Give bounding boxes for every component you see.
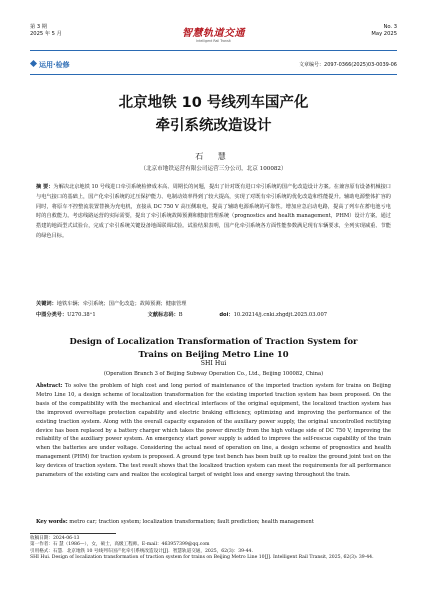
journal-logo-en: Intelligent Rail Transit	[196, 39, 231, 43]
keywords-en	[36, 518, 391, 526]
title-en	[30, 335, 397, 361]
section-row	[30, 60, 397, 72]
doi-label: doi：	[219, 312, 234, 318]
section-label: 运用·检修	[39, 61, 70, 69]
issue-number-cn: 第 3 期	[30, 24, 47, 30]
author-cn: 石 慧	[195, 152, 232, 161]
footnote-citation-cn: 引用格式：石慧．北京地铁 10 号线列车国产化牵引系统改造设计[J]．智慧轨道交通，2025，62(3)：39-44.	[30, 548, 253, 554]
issue-date-cn: 2025 年 5 月	[30, 31, 62, 37]
doi	[219, 311, 327, 319]
running-header	[30, 24, 397, 46]
journal-logo	[30, 24, 397, 43]
abstract-cn-label: 摘 要：	[36, 184, 54, 190]
section-divider	[30, 74, 397, 75]
keywords-cn-label: 关键词：	[36, 301, 57, 307]
title-en-line-2: Trains on Beijing Metro Line 10	[138, 349, 289, 359]
abstract-en-text: To solve the problem of high cost and long period of maintenance of the imported traction system for trains on Beijing Metro Line 10, a design scheme of localization transformation for the existing imported traction system has been proposed. On the basis of the compatibility with the mechanical and electrical interfaces of the original equipment, the localized traction system has the improved overvoltage protection capability and electric braking efficiency, optimizing and improving the performance of the existing traction system. Along with the overall capacity expansion of the auxiliary power supply, the original uncontrolled rectifying device has been replaced by a battery charger which takes the power directly from the high voltage side of DC 750 V, improving the reliability of the auxiliary power system. An emergency start power supply is added to improve the self-rescue capability of the train when the batteries are under voltage. Considering the actual need of operation on line, a design scheme of prognostics and health management (PHM) for traction system is proposed. A ground type test bench has been built up to realize the ground joint test on the key devices of traction system. The test result shows that the localized traction system can meet the requirements for all performance parameters of the existing cars and realize the ecological target of weight loss and energy saving throughout the train.	[36, 383, 391, 479]
section-tag	[30, 60, 70, 70]
clc-code	[36, 311, 146, 319]
abstract-cn	[36, 183, 391, 242]
classification-row	[36, 311, 391, 319]
affiliation-en: (Operation Branch 3 of Beijing Subway Operation Co., Ltd., Beijing 100082, China)	[103, 371, 324, 377]
abstract-en	[36, 382, 391, 480]
footnotes	[30, 536, 397, 562]
footnote-divider	[30, 533, 116, 534]
author-en: SHI Hui	[200, 360, 227, 367]
footnote-received: 收稿日期：2024-06-13	[30, 536, 80, 541]
doi-value: 10.20214/j.cnki.zhgdjt.2025.03.007	[233, 312, 328, 318]
issue-date-en: May 2025	[371, 31, 397, 37]
article-number: 文章编号：2097-0366(2025)03-0039-06	[299, 62, 397, 68]
keywords-en-text: metro car; traction system; localization transformation; fault prediction; health management	[69, 519, 314, 525]
footnote-citation-en: SHI Hui. Design of localization transformation of traction system for trains on Beijing Metro Line 10[J]. Intelligent Rail Transit, 2025, 62(3): 39-44.	[30, 555, 374, 561]
abstract-cn-text: 为解决北京地铁 10 号线进口牵引系统检修成本高、周期长的问题，提出了针对既有进口牵引系统的国产化改造设计方案。在兼容原有设备机械接口与电气接口的基础上，国产化牵引系统的过压保护能力、电制动效率得到了较大提高，实现了对既有牵引系统的优化改造和性能提升。辅助电源整体扩容的同时，将原车不控整流装置替换为充电机，直接从 DC 750 V 高压侧取电，提高了辅助电源系统的可靠性。增加应急启动电路，提高了列车在蓄电池亏电时的自救能力。考虑线路运营的实际需要，提出了牵引系统故障预测和健康管理系统（prognostics and health management，PHM）设计方案。通过搭建的地面型式试验台，完成了牵引系统关键设备地面联调试验。试验结果表明，国产化牵引系统各方面性能参数满足现有车辆要求，全列实现减重、节能的绿色目标。	[36, 184, 391, 239]
title-en-line-1: Design of Localization Transformation of Traction System for	[69, 336, 358, 346]
doc-value: B	[178, 312, 183, 318]
footnote-author: 第一作者：石 慧（1986—），女，硕士，高级工程师。E-mail：463957399@qq.com	[30, 542, 210, 548]
keywords-en-label: Key words:	[36, 519, 68, 525]
clc-value: U270.38⁺1	[67, 312, 96, 318]
title-cn-line-1: 北京地铁 10 号线列车国产化	[118, 95, 309, 111]
diamond-icon	[30, 60, 37, 67]
title-cn	[30, 92, 397, 138]
issue-number-en: No. 3	[383, 24, 397, 30]
affiliation-cn: （北京市地铁运营有限公司运营三分公司，北京 100082）	[140, 166, 287, 172]
doc-label: 文献标志码：	[147, 312, 179, 318]
title-cn-line-2: 牵引系统改造设计	[155, 118, 272, 134]
header-divider	[30, 50, 397, 51]
keywords-cn-text: 地铁车辆；牵引系统；国产化改造；故障预测；健康管理	[56, 301, 187, 307]
doc-code	[148, 311, 218, 319]
keywords-cn	[36, 300, 391, 308]
journal-logo-cn: 智慧轨道交通	[182, 28, 245, 39]
clc-label: 中图分类号：	[36, 312, 68, 318]
abstract-en-label: Abstract:	[36, 383, 63, 389]
issue-info-en	[371, 24, 397, 38]
